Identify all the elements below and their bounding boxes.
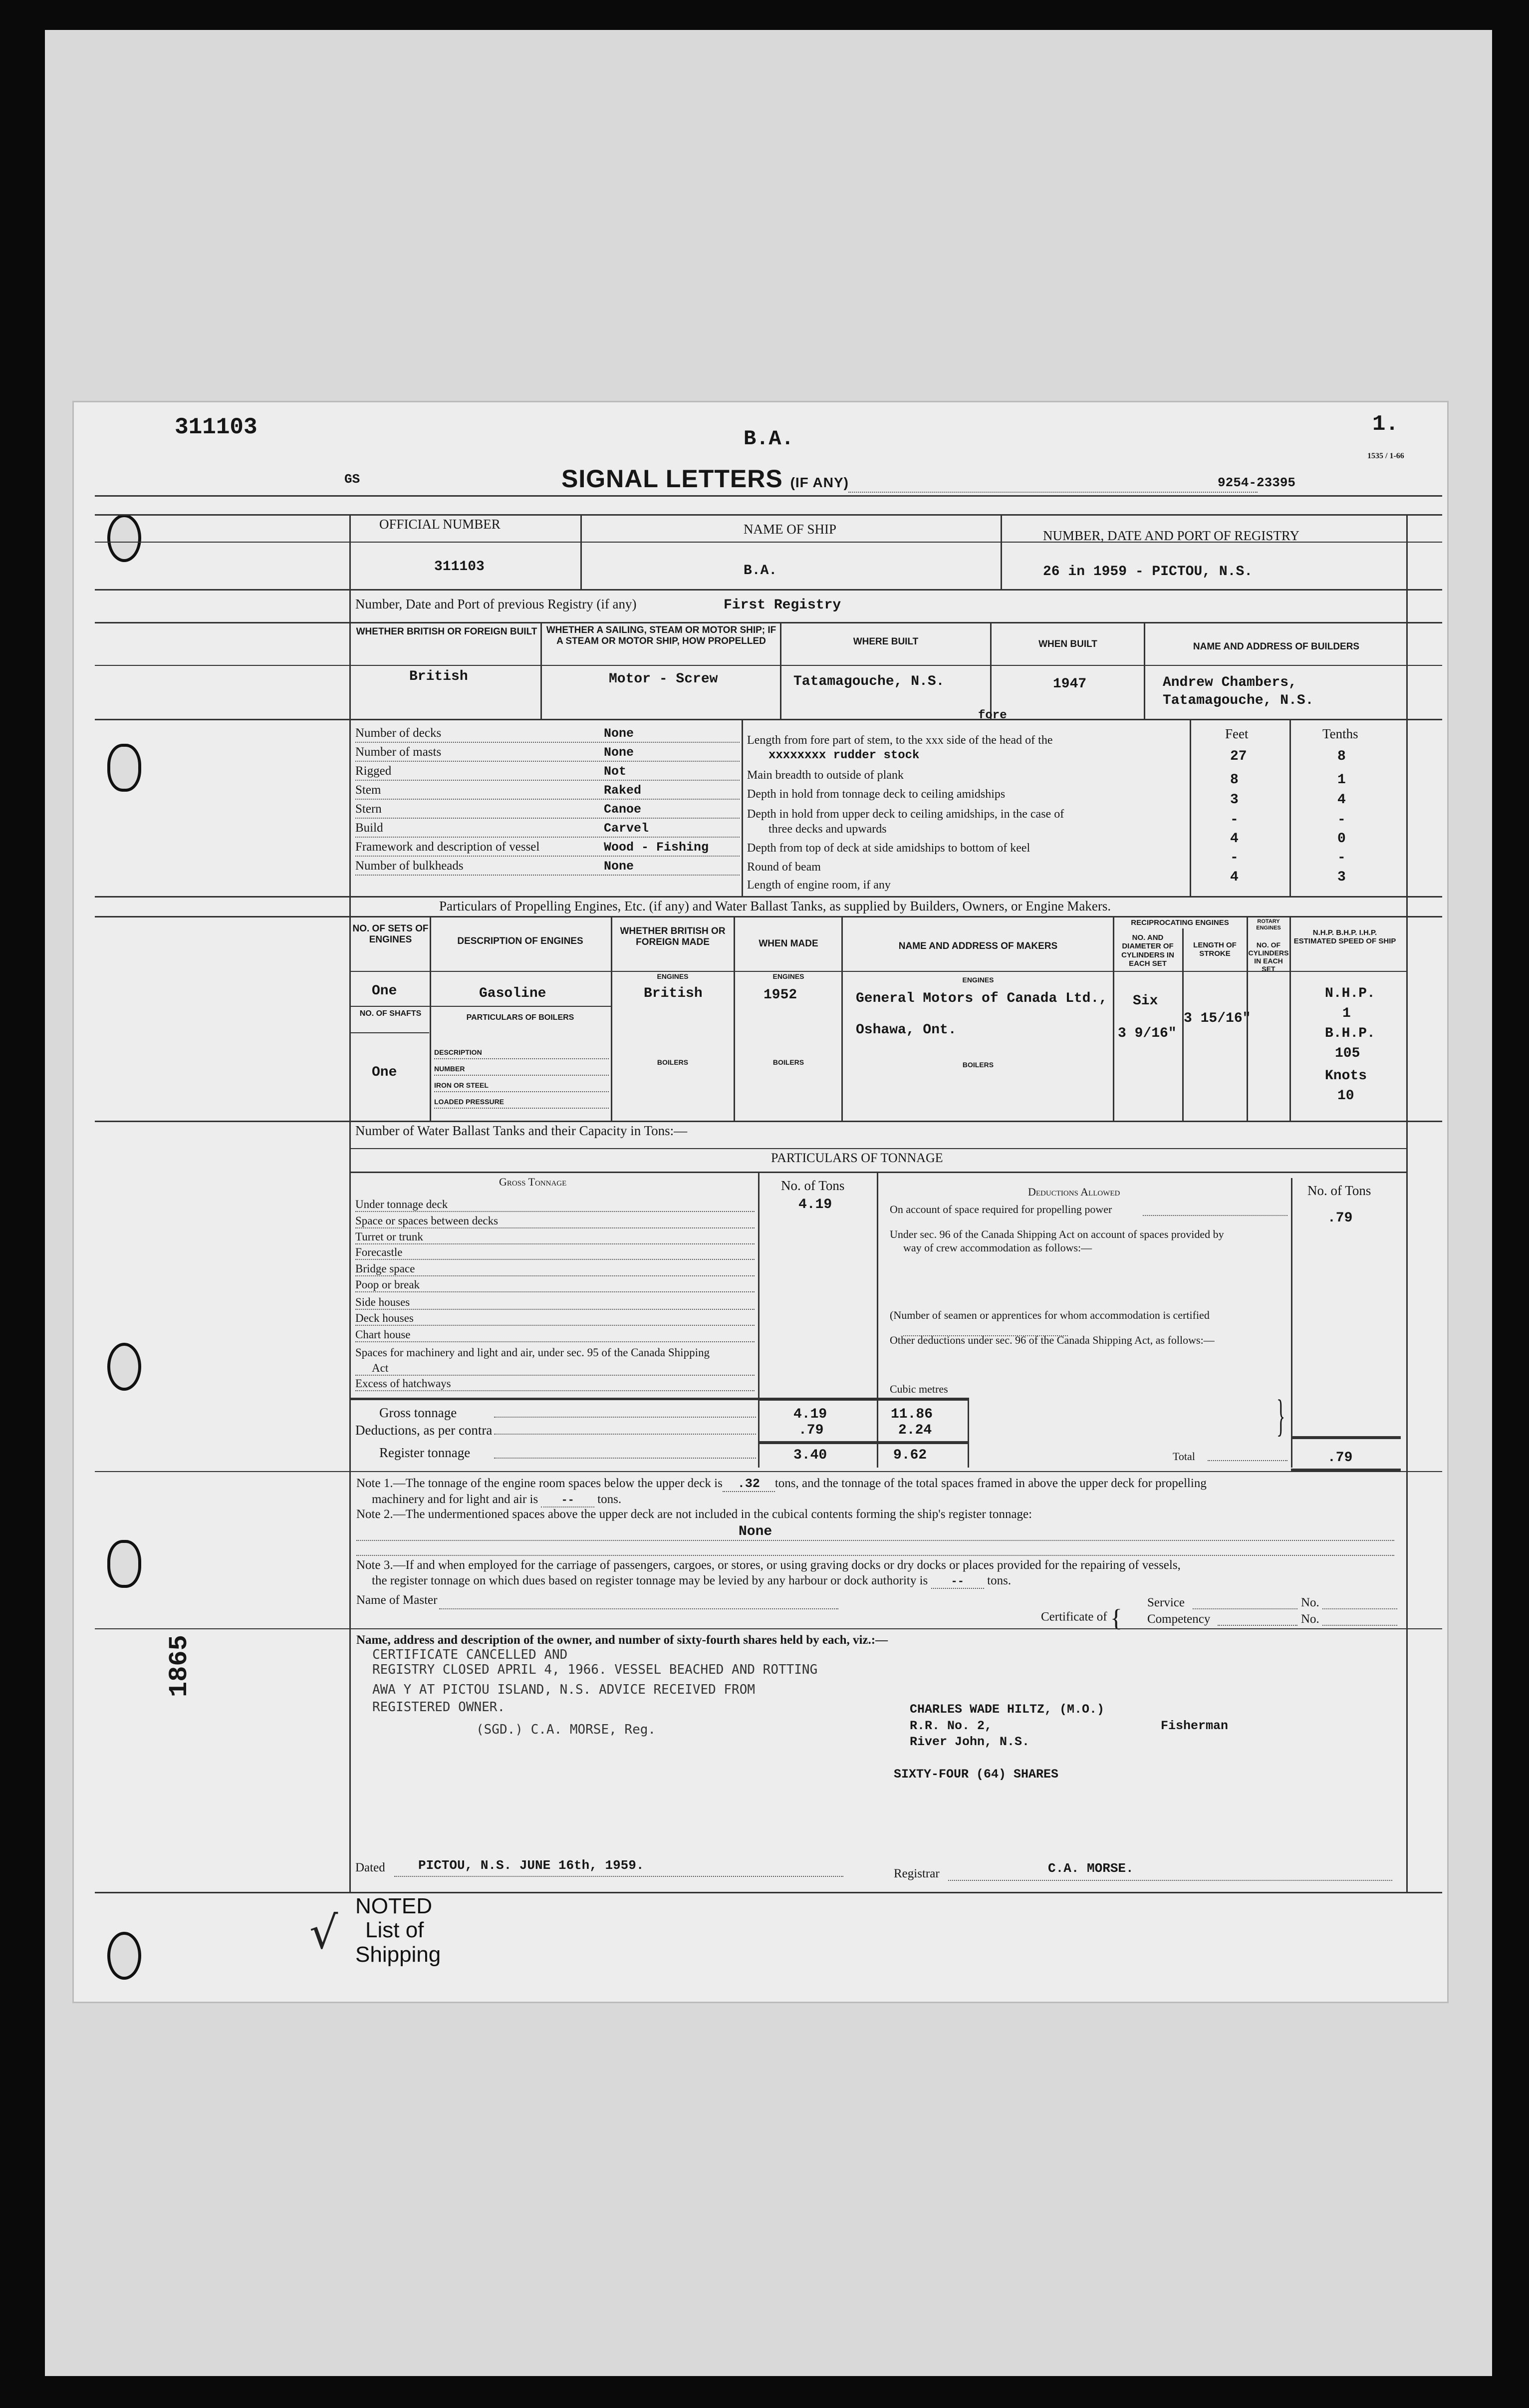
dotted-leader bbox=[355, 875, 740, 876]
tons-header: No. of Tons bbox=[1307, 1183, 1371, 1198]
particular-label: Framework and description of vessel bbox=[355, 840, 540, 854]
note-1: Note 1.—The tonnage of the engine room spaces below the upper deck is .32 tons, and the tonnage of the total spaces framed in above the upper deck for propelling bbox=[356, 1477, 1207, 1491]
official-number-label: OFFICIAL NUMBER bbox=[379, 517, 501, 532]
binder-hole-icon bbox=[107, 1540, 141, 1588]
engines-sublabel: ENGINES bbox=[657, 972, 689, 980]
engine-header: NO. AND DIAMETER OF CYLINDERS IN EACH SET bbox=[1121, 933, 1174, 968]
when-built: 1947 bbox=[1053, 676, 1087, 692]
particular-label: Number of decks bbox=[355, 726, 442, 740]
deduction-propelling-label: On account of space required for propelling power bbox=[890, 1203, 1112, 1215]
registrar-label: Registrar bbox=[894, 1867, 940, 1880]
dimension-label-2: three decks and upwards bbox=[768, 823, 887, 836]
dimension-feet: - bbox=[1230, 812, 1239, 828]
engine-stroke: 3 15/16" bbox=[1184, 1011, 1251, 1026]
register-tonnage-cubic: 9.62 bbox=[893, 1448, 927, 1463]
particular-label: Stem bbox=[355, 783, 381, 797]
dotted-leader bbox=[355, 1375, 755, 1376]
fore-annotation: fore bbox=[978, 709, 1007, 722]
engine-cylinders: Six bbox=[1133, 993, 1158, 1009]
bhp-value: 105 bbox=[1335, 1046, 1360, 1061]
particular-value: Wood - Fishing bbox=[604, 840, 709, 855]
competency-no-label: No. bbox=[1301, 1612, 1319, 1626]
engine-diameter: 3 9/16" bbox=[1118, 1026, 1177, 1041]
deductions-header: Deductions Allowed bbox=[1028, 1186, 1120, 1198]
dotted-leader bbox=[355, 1259, 755, 1260]
dimension-feet: 8 bbox=[1230, 772, 1239, 788]
registry-port: 26 in 1959 - PICTOU, N.S. bbox=[1043, 564, 1253, 580]
dimension-feet: 27 bbox=[1230, 749, 1247, 764]
dimension-label: Length from fore part of stem, to the xxx side of the head of the bbox=[747, 734, 1053, 747]
dotted-leader bbox=[355, 780, 740, 781]
particular-value: Raked bbox=[604, 783, 642, 798]
reciprocating-group-header: RECIPROCATING ENGINES bbox=[1131, 918, 1229, 927]
speed-label: Knots bbox=[1325, 1068, 1367, 1084]
note-1-line-2: machinery and for light and air is -- tons. bbox=[372, 1493, 622, 1506]
gross-tonnage-row: Bridge space bbox=[355, 1262, 415, 1275]
engine-description: Gasoline bbox=[479, 986, 546, 1001]
engine-header: LENGTH OF STROKE bbox=[1193, 941, 1237, 958]
engines-title: Particulars of Propelling Engines, Etc. (if any) and Water Ballast Tanks, as supplied by Builders, Owners, or Engine Makers. bbox=[439, 899, 1111, 913]
ship-name-label: NAME OF SHIP bbox=[744, 522, 837, 537]
dotted-leader bbox=[355, 799, 740, 800]
dimension-label: Round of beam bbox=[747, 861, 821, 874]
feet-label: Feet bbox=[1225, 726, 1249, 741]
master-field bbox=[439, 1608, 838, 1609]
particular-value: Canoe bbox=[604, 802, 642, 817]
boiler-field-label: IRON OR STEEL bbox=[434, 1081, 489, 1089]
deduction-crew-label: Under sec. 96 of the Canada Shipping Act on account of spaces provided by bbox=[890, 1228, 1224, 1240]
dotted-leader bbox=[434, 1091, 609, 1092]
dotted-leader bbox=[355, 837, 740, 838]
noted-stamp: NOTED List of Shipping bbox=[355, 1894, 441, 1967]
note-2-value: None bbox=[739, 1524, 772, 1539]
dated-value: PICTOU, N.S. JUNE 16th, 1959. bbox=[418, 1858, 644, 1873]
dimension-tenths: 0 bbox=[1337, 831, 1346, 847]
boilers-header: PARTICULARS OF BOILERS bbox=[466, 1013, 574, 1022]
service-label: Service bbox=[1147, 1596, 1185, 1609]
dimension-label: Depth in hold from upper deck to ceiling amidships, in the case of bbox=[747, 808, 1064, 821]
bhp-label: B.H.P. bbox=[1325, 1026, 1375, 1041]
build-header: NAME AND ADDRESS OF BUILDERS bbox=[1193, 641, 1360, 652]
deductions-cubic: 2.24 bbox=[898, 1423, 932, 1438]
builders: Andrew Chambers, Tatamagouche, N.S. bbox=[1163, 675, 1314, 709]
built-origin: British bbox=[409, 669, 468, 684]
dotted-leader bbox=[355, 1227, 755, 1228]
file-number: 311103 bbox=[175, 414, 257, 440]
particular-value: Not bbox=[604, 764, 627, 779]
page-number: 1. bbox=[1372, 412, 1399, 437]
dotted-leader bbox=[355, 1325, 755, 1326]
dimension-tenths: 4 bbox=[1337, 792, 1346, 808]
water-ballast-label: Number of Water Ballast Tanks and their Capacity in Tons:— bbox=[355, 1123, 688, 1138]
gross-tonnage-row: Spaces for machinery and light and air, under sec. 95 of the Canada Shipping bbox=[355, 1346, 710, 1359]
gross-tonnage-row: Forecastle bbox=[355, 1246, 403, 1258]
owner-heading: Name, address and description of the owner, and number of sixty-fourth shares held by each, viz.:— bbox=[356, 1633, 888, 1647]
cancellation-line: REGISTERED OWNER. bbox=[372, 1700, 506, 1715]
deductions-tons: .79 bbox=[798, 1423, 824, 1438]
build-header: WHETHER A SAILING, STEAM OR MOTOR SHIP; IF A STEAM OR MOTOR SHIP, HOW PROPELLED bbox=[546, 625, 776, 646]
particular-value: None bbox=[604, 745, 634, 760]
owner-occupation: Fisherman bbox=[1161, 1719, 1229, 1733]
previous-registry: First Registry bbox=[724, 598, 841, 613]
dated-label: Dated bbox=[355, 1861, 385, 1874]
dotted-leader bbox=[355, 818, 740, 819]
gross-tonnage-row: Turret or trunk bbox=[355, 1230, 423, 1243]
build-header: WHERE BUILT bbox=[853, 636, 919, 647]
propulsion: Motor - Screw bbox=[609, 671, 718, 687]
boilers-sublabel: BOILERS bbox=[657, 1058, 689, 1066]
gross-tonnage-tons: 4.19 bbox=[793, 1407, 827, 1422]
certificate-label: Certificate of { bbox=[1041, 1604, 1122, 1632]
gross-tonnage-cubic: 11.86 bbox=[891, 1407, 933, 1422]
dotted-leader bbox=[355, 1243, 755, 1244]
brace: } bbox=[1276, 1391, 1285, 1441]
check-mark-icon: √ bbox=[309, 1907, 338, 1959]
shafts-value: One bbox=[372, 1065, 397, 1080]
dotted-leader bbox=[355, 742, 740, 743]
nhp-label: N.H.P. bbox=[1325, 986, 1375, 1001]
engine-made-in: British bbox=[644, 986, 703, 1001]
gross-tonnage-header: Gross Tonnage bbox=[499, 1176, 567, 1188]
build-header: WHEN BUILT bbox=[1038, 639, 1097, 649]
gross-tonnage-row: Poop or break bbox=[355, 1278, 420, 1291]
boilers-sublabel: BOILERS bbox=[962, 1061, 994, 1069]
dimension-tenths: 3 bbox=[1337, 870, 1346, 885]
dotted-leader bbox=[434, 1075, 609, 1076]
particular-label: Rigged bbox=[355, 764, 392, 778]
engine-maker-line2: Oshawa, Ont. bbox=[856, 1022, 957, 1038]
boilers-sublabel: BOILERS bbox=[772, 1058, 804, 1066]
form-number: 9254-23395 bbox=[1218, 475, 1296, 490]
signal-letters-field bbox=[848, 492, 1258, 493]
engine-header: NO. OF SETS OF ENGINES bbox=[352, 923, 429, 945]
dotted-leader bbox=[434, 1108, 609, 1109]
gross-tonnage-label: Gross tonnage bbox=[379, 1405, 457, 1420]
dotted-leader bbox=[355, 1211, 755, 1212]
official-number: 311103 bbox=[434, 559, 485, 575]
total-label: Total bbox=[1173, 1450, 1195, 1463]
cancellation-line: REGISTRY CLOSED APRIL 4, 1966. VESSEL BEACHED AND ROTTING bbox=[372, 1662, 818, 1677]
tenths-label: Tenths bbox=[1322, 726, 1358, 741]
boiler-field-label: NUMBER bbox=[434, 1065, 465, 1073]
competency-label: Competency bbox=[1147, 1612, 1211, 1626]
registrar-value: C.A. MORSE. bbox=[1048, 1861, 1134, 1876]
ship-name: B.A. bbox=[744, 563, 777, 579]
note-3: Note 3.—If and when employed for the carriage of passengers, cargoes, or stores, or using graving docks or dry docks or places provided for the repairing of vessels, bbox=[356, 1558, 1181, 1572]
dimension-feet: - bbox=[1230, 850, 1239, 866]
engine-when-made: 1952 bbox=[764, 987, 797, 1003]
particular-label: Number of bulkheads bbox=[355, 859, 464, 873]
gross-tonnage-row: Space or spaces between decks bbox=[355, 1214, 499, 1227]
particular-label: Stern bbox=[355, 802, 382, 816]
deduction-propelling-value: .79 bbox=[1327, 1210, 1353, 1226]
binder-hole-icon bbox=[107, 744, 141, 792]
dimension-tenths: 1 bbox=[1337, 772, 1346, 788]
dimension-tenths: 8 bbox=[1337, 749, 1346, 764]
deduction-crew-label-2: way of crew accommodation as follows:— bbox=[903, 1241, 1092, 1254]
dotted-leader bbox=[355, 1275, 755, 1276]
master-label: Name of Master bbox=[356, 1593, 438, 1607]
dotted-leader bbox=[434, 1058, 609, 1059]
engine-header: NO. OF CYLINDERS IN EACH SET bbox=[1248, 941, 1289, 973]
owner-address-2: River John, N.S. bbox=[910, 1735, 1030, 1749]
engine-header: WHETHER BRITISH OR FOREIGN MADE bbox=[620, 926, 726, 947]
boiler-field-label: DESCRIPTION bbox=[434, 1048, 482, 1056]
particular-value: Carvel bbox=[604, 821, 649, 836]
gross-tonnage-row: Side houses bbox=[355, 1296, 410, 1308]
service-no-label: No. bbox=[1301, 1596, 1319, 1609]
speed-value: 10 bbox=[1337, 1088, 1354, 1104]
dimension-feet: 4 bbox=[1230, 870, 1239, 885]
owner-address-1: R.R. No. 2, bbox=[910, 1719, 993, 1733]
dimension-label: Length of engine room, if any bbox=[747, 879, 891, 892]
gross-tonnage-row: Deck houses bbox=[355, 1312, 414, 1324]
dotted-leader bbox=[355, 1309, 755, 1310]
dotted-leader bbox=[355, 1390, 755, 1391]
note-2: Note 2.—The undermentioned spaces above the upper deck are not included in the cubical contents forming the ship's register tonnage: bbox=[356, 1507, 1032, 1521]
dotted-leader bbox=[355, 1341, 755, 1342]
nhp-value: 1 bbox=[1342, 1006, 1351, 1021]
under-tonnage-deck-value: 4.19 bbox=[798, 1197, 832, 1212]
cancellation-line: CERTIFICATE CANCELLED AND bbox=[372, 1647, 568, 1662]
deductions-label: Deductions, as per contra bbox=[355, 1423, 493, 1438]
code: GS bbox=[344, 472, 360, 487]
other-deductions-label: Other deductions under sec. 96 of the Canada Shipping Act, as follows:— bbox=[890, 1334, 1215, 1346]
gross-tonnage-row: Excess of hatchways bbox=[355, 1377, 451, 1390]
dotted-leader bbox=[355, 1291, 755, 1292]
registry-port-label: NUMBER, DATE AND PORT OF REGISTRY bbox=[1043, 528, 1299, 543]
tons-header: No. of Tons bbox=[781, 1178, 845, 1193]
margin-year: 1865 bbox=[165, 1635, 194, 1697]
engines-sublabel: ENGINES bbox=[962, 976, 994, 984]
gross-tonnage-row: Act bbox=[372, 1362, 389, 1374]
binder-hole-icon bbox=[107, 514, 141, 562]
particular-label: Build bbox=[355, 821, 383, 835]
build-header: WHETHER BRITISH OR FOREIGN BUILT bbox=[356, 626, 537, 637]
engine-header: DESCRIPTION OF ENGINES bbox=[457, 936, 583, 946]
cubic-metres-label: Cubic metres bbox=[890, 1383, 948, 1395]
owner-shares: SIXTY-FOUR (64) SHARES bbox=[894, 1767, 1059, 1782]
dimension-label: Main breadth to outside of plank bbox=[747, 769, 904, 782]
engines-sublabel: ENGINES bbox=[772, 972, 804, 980]
seamen-note: (Number of seamen or apprentices for whom accommodation is certified bbox=[890, 1309, 1210, 1321]
previous-registry-label: Number, Date and Port of previous Registry (if any) bbox=[355, 597, 637, 611]
dimension-label: Depth from top of deck at side amidships to bottom of keel bbox=[747, 842, 1030, 855]
gross-tonnage-row: Chart house bbox=[355, 1328, 411, 1341]
owner-name: CHARLES WADE HILTZ, (M.O.) bbox=[910, 1702, 1105, 1717]
rotary-group-header: ROTARY ENGINES bbox=[1256, 918, 1281, 931]
register-tonnage-label: Register tonnage bbox=[379, 1445, 471, 1460]
dimension-feet: 3 bbox=[1230, 792, 1239, 808]
dimension-tenths: - bbox=[1337, 850, 1346, 866]
dimension-label: Depth in hold from tonnage deck to ceiling amidships bbox=[747, 788, 1006, 801]
binder-hole-icon bbox=[107, 1343, 141, 1391]
boiler-field-label: LOADED PRESSURE bbox=[434, 1098, 505, 1106]
dotted-leader bbox=[355, 856, 740, 857]
signal-letters-label: SIGNAL LETTERS (IF ANY) bbox=[561, 465, 849, 493]
engine-sets: One bbox=[372, 983, 397, 999]
dimension-feet: 4 bbox=[1230, 831, 1239, 847]
cancellation-signature: (SGD.) C.A. MORSE, Reg. bbox=[476, 1722, 656, 1737]
dimension-label-2: xxxxxxxx rudder stock bbox=[768, 749, 920, 762]
cancellation-line: AWA Y AT PICTOU ISLAND, N.S. ADVICE RECEIVED FROM bbox=[372, 1682, 756, 1697]
total-value: .79 bbox=[1327, 1450, 1353, 1466]
gross-tonnage-row: Under tonnage deck bbox=[355, 1198, 448, 1210]
ship-name-top: B.A. bbox=[744, 427, 794, 451]
margin-fraction: 1535 / 1-66 bbox=[1367, 452, 1404, 460]
note-3-line-2: the register tonnage on which dues based on register tonnage may be levied by any harbour or dock authority is -- tons. bbox=[372, 1574, 1012, 1588]
dotted-leader bbox=[355, 761, 740, 762]
particular-label: Number of masts bbox=[355, 745, 442, 759]
register-tonnage-tons: 3.40 bbox=[793, 1448, 827, 1463]
where-built: Tatamagouche, N.S. bbox=[793, 674, 945, 689]
binder-hole-icon bbox=[107, 1932, 141, 1980]
particular-value: None bbox=[604, 859, 634, 874]
dimension-tenths: - bbox=[1337, 812, 1346, 828]
particular-value: None bbox=[604, 726, 634, 741]
shafts-label: NO. OF SHAFTS bbox=[359, 1009, 422, 1018]
engine-header: WHEN MADE bbox=[759, 938, 818, 949]
engine-header: NAME AND ADDRESS OF MAKERS bbox=[898, 941, 1058, 951]
engine-maker-line1: General Motors of Canada Ltd., bbox=[856, 991, 1108, 1006]
tonnage-title: PARTICULARS OF TONNAGE bbox=[771, 1151, 943, 1165]
engine-header: N.H.P. B.H.P. I.H.P. ESTIMATED SPEED OF SHIP bbox=[1293, 928, 1396, 946]
